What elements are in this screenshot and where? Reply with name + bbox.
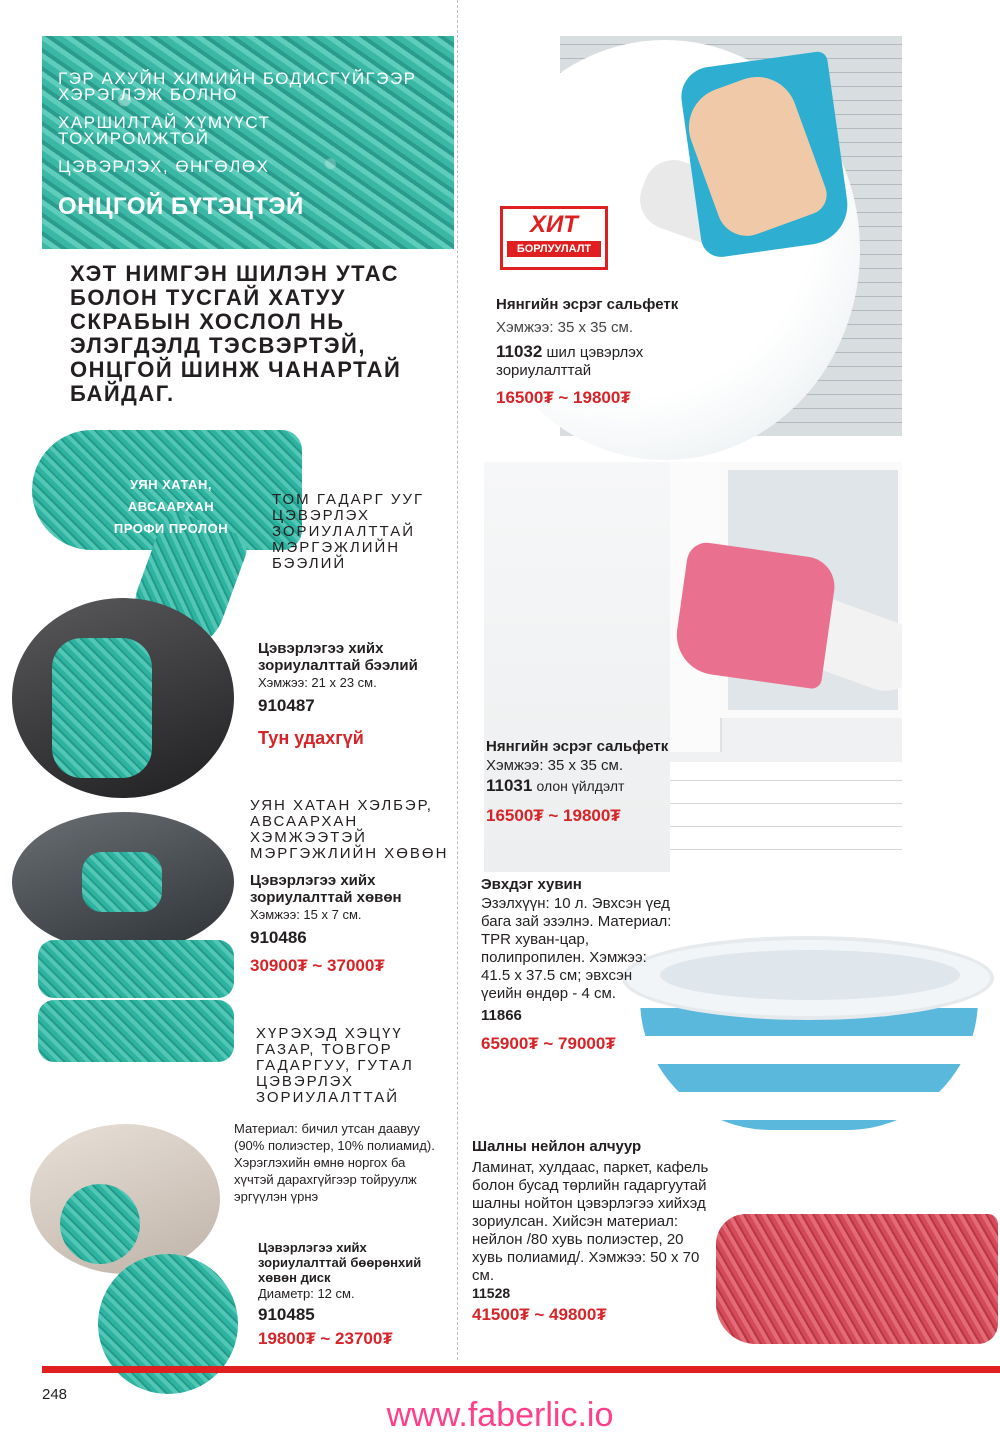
glass-cloth-info bbox=[496, 296, 726, 408]
intro-text: ХЭТ НИМГЭН ШИЛЭН УТАС БОЛОН ТУСГАЙ ХАТУУ СКРАБЫН ХОСЛОЛ НЬ ЭЛЭГДЭЛД ТЭСВЭРТЭЙ, ОНЦГОЙ ШИНЖ ЧАНАРТАЙ БАЙДАГ. bbox=[70, 261, 402, 406]
hero-banner bbox=[42, 36, 454, 249]
product-price: 19800₮ ~ 23700₮ bbox=[258, 1329, 393, 1348]
hit-badge-subtitle: БОРЛУУЛАЛТ bbox=[507, 241, 601, 257]
product-code: 11528 bbox=[472, 1285, 511, 1301]
multi-cloth-info bbox=[486, 738, 676, 826]
mitt-caption: ТОМ ГАДАРГ УУГ ЦЭВЭРЛЭХ ЗОРИУЛАЛТТАЙ МЭРГЭЖЛИЙН БЭЭЛИЙ bbox=[272, 491, 425, 572]
tiles-image bbox=[670, 762, 902, 872]
column-divider bbox=[457, 0, 458, 1360]
mop-cloth-image bbox=[716, 1214, 998, 1344]
product-code-line bbox=[486, 777, 676, 796]
disc-image bbox=[98, 1254, 238, 1394]
disc-caption: ХҮРЭХЭД ХЭЦҮҮ ГАЗАР, ТОВГОР ГАДАРГУУ, ГУТАЛ ЦЭВЭРЛЭХ ЗОРИУЛАЛТТАЙ bbox=[256, 1025, 414, 1106]
sponge-info bbox=[250, 872, 450, 976]
product-size: Диаметр: 12 см. bbox=[258, 1286, 355, 1301]
hero-line: ХАРШИЛТАЙ ХҮМҮҮСТ bbox=[58, 113, 271, 132]
mitt-image bbox=[52, 638, 152, 778]
mitt-label-line: УЯН ХАТАН, bbox=[129, 477, 213, 492]
product-title: Нянгийн эсрэг сальфетк bbox=[496, 296, 679, 313]
product-title: Нянгийн эсрэг сальфетк bbox=[486, 738, 669, 755]
mitt-label-line: АВСААРХАН bbox=[127, 499, 215, 514]
product-price: 65900₮ ~ 79000₮ bbox=[481, 1034, 616, 1053]
product-title: Шалны нейлон алчуур bbox=[472, 1138, 642, 1155]
hero-line: ГЭР АХУЙН ХИМИЙН БОДИСГҮЙГЭЭР bbox=[58, 69, 417, 88]
product-desc: шил цэвэрлэх зориулалттай bbox=[496, 344, 644, 379]
microwave-cleaning-photo bbox=[12, 812, 234, 952]
sponge-image bbox=[38, 940, 234, 998]
mop-info bbox=[472, 1138, 712, 1325]
product-price: 30900₮ ~ 37000₮ bbox=[250, 956, 385, 975]
product-status: Тун удахгүй bbox=[258, 728, 364, 748]
hero-line: ХЭРЭГЛЭЖ БОЛНО bbox=[58, 85, 239, 104]
product-size: Хэмжээ: 21 х 23 см. bbox=[258, 675, 377, 690]
sponge-caption: УЯН ХАТАН ХЭЛБЭР, АВСААРХАН ХЭМЖЭЭТЭЙ МЭРГЭЖЛИЙН ХӨВӨН bbox=[250, 797, 449, 862]
product-code: 910485 bbox=[258, 1305, 315, 1324]
product-price: 41500₮ ~ 49800₮ bbox=[472, 1305, 607, 1324]
product-desc: Ламинат, хулдаас, паркет, кафель болон бусад төрлийн гадаргуутай шалны нойтон цэвэрлэгээ хийхэд зориулсан. Хийсэн материал: нейлон /80 хувь полиэстер, 20 хувь полиамид/. Хэмжээ: 50 х 70 см. bbox=[472, 1159, 709, 1284]
hit-badge-title: ХИТ bbox=[530, 211, 578, 238]
product-size: Хэмжээ: 15 х 7 см. bbox=[250, 907, 362, 922]
shoe-cleaning-photo bbox=[30, 1124, 220, 1274]
product-title: Эвхдэг хувин bbox=[481, 876, 582, 893]
product-code: 910486 bbox=[250, 928, 307, 947]
hero-strong: ОНЦГОЙ БҮТЭЦТЭЙ bbox=[58, 193, 304, 220]
hero-line: ТОХИРОМЖТОЙ bbox=[58, 129, 210, 148]
hit-badge bbox=[500, 206, 608, 270]
oven-cleaning-photo bbox=[12, 598, 234, 798]
sponge-image bbox=[82, 852, 162, 912]
website-link[interactable]: www.faberlic.io bbox=[386, 1396, 614, 1434]
mitt-info bbox=[258, 640, 448, 749]
product-desc: олон үйлдэлт bbox=[536, 778, 625, 794]
mitt-label-line: ПРОФИ ПРОЛОН bbox=[113, 521, 229, 536]
product-code-line bbox=[496, 343, 726, 380]
product-desc: Эзэлхүүн: 10 л. Эвхсэн үед бага зай эзэлнэ. Материал: TPR хуван-цар, полипропилен. Хэмжээ: 41.5 х 37.5 см; эвхсэн үеийн өндөр - 4 см. bbox=[481, 895, 672, 1002]
product-code: 11032 bbox=[496, 342, 543, 361]
product-size: Хэмжээ: 35 х 35 см. bbox=[496, 319, 633, 336]
product-title: Цэвэрлэгээ хийх зориулалттай бээлий bbox=[258, 640, 418, 674]
disc-info bbox=[258, 1240, 448, 1349]
product-code: 11031 bbox=[486, 776, 533, 795]
hero-line: ЦЭВЭРЛЭХ, ӨНГӨЛӨХ bbox=[58, 157, 270, 176]
basin-inner-image bbox=[660, 950, 960, 1000]
product-price: 16500₮ ~ 19800₮ bbox=[486, 806, 621, 825]
mitt-label bbox=[96, 474, 246, 540]
sponge-image bbox=[38, 1000, 234, 1062]
product-code: 910487 bbox=[258, 696, 315, 715]
product-code: 11866 bbox=[481, 1007, 522, 1024]
product-title: Цэвэрлэгээ хийх зориулалттай бөөрөнхий хөвөн диск bbox=[258, 1240, 422, 1285]
page-number: 248 bbox=[42, 1386, 68, 1403]
disc-material: Материал: бичил утсан даавуу (90% полиэстер, 10% полиамид). Хэрэглэхийн өмнө норгох ба хүчтэй дарахгүйгээр тойруулж эргүүлэн үрнэ bbox=[234, 1121, 435, 1204]
product-size: Хэмжээ: 35 х 35 см. bbox=[486, 757, 623, 774]
product-title: Цэвэрлэгээ хийх зориулалттай хөвөн bbox=[250, 872, 402, 906]
disc-image bbox=[60, 1184, 140, 1264]
pink-cloth-image bbox=[672, 540, 839, 690]
footer-bar bbox=[42, 1366, 1000, 1373]
product-price: 16500₮ ~ 19800₮ bbox=[496, 388, 631, 407]
basin-info bbox=[481, 876, 677, 1054]
